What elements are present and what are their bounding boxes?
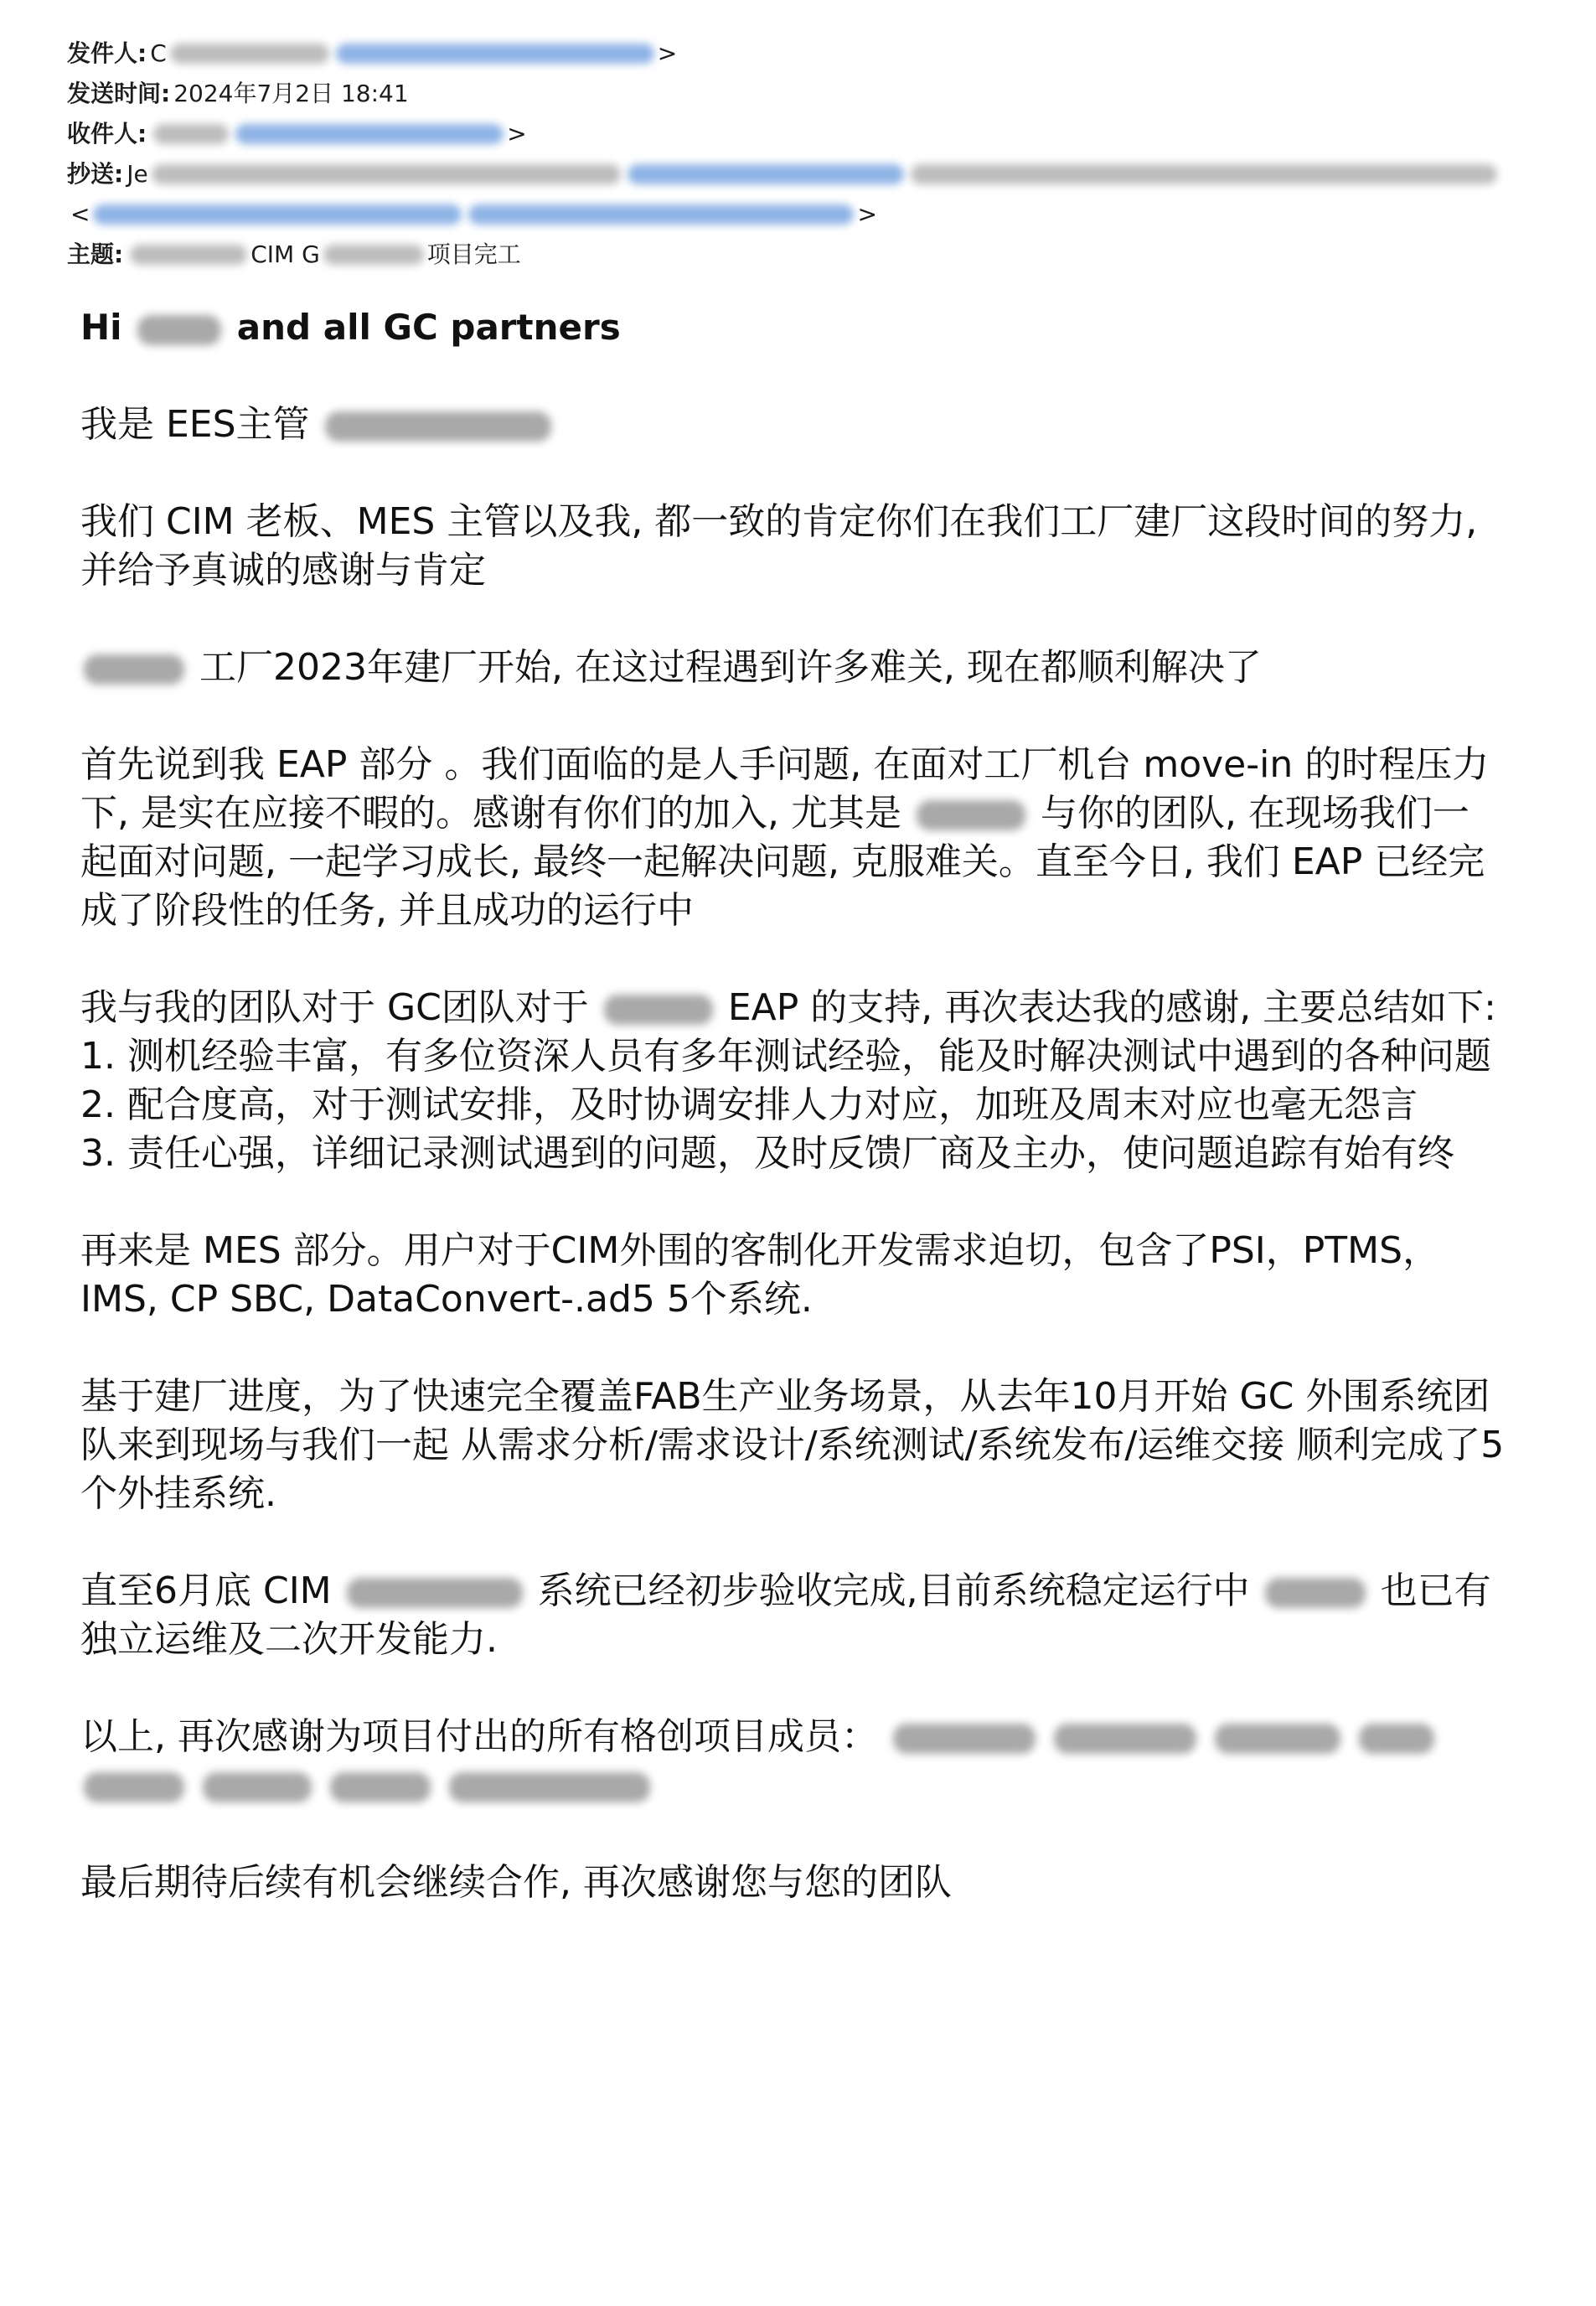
subject-middle: CIM G — [251, 240, 320, 268]
redacted-member-2 — [1054, 1724, 1196, 1754]
paragraph-progress: 基于建厂进度，为了快速完全覆盖FAB生产业务场景，从去年10月开始 GC 外围系统团队来到现场与我们一起 从需求分析/需求设计/系统测试/系统发布/运维交接 顺利完成了5个外挂系统. — [80, 1375, 1505, 1515]
paragraph-closing: 最后期待后续有机会继续合作, 再次感谢您与您的团队 — [80, 1861, 952, 1904]
redacted-member-4 — [1359, 1724, 1434, 1754]
redacted-recipient-email — [235, 124, 504, 144]
greeting — [80, 303, 1505, 352]
redacted-eap-person — [917, 800, 1025, 830]
paragraph-eap-text-b: 与你的团队, 在现场我们一起面对问题, 一起学习成长, 最终一起解决问题, 克服难关。直至今日, 我们 EAP 已经完成了阶段性的任务, 并且成功的运行中 — [80, 792, 1485, 932]
members-line-1 — [80, 1713, 1505, 1761]
redacted-manager-name — [325, 411, 551, 442]
redacted-company-name — [604, 995, 713, 1025]
redacted-factory-name — [84, 654, 184, 685]
cc-row-continued — [67, 194, 1542, 235]
paragraph-mes: 再来是 MES 部分。用户对于CIM外围的客制化开发需求迫切，包含了PSI，PTMS，IMS, CP SBC, DataConvert-.ad5 5个系统. — [80, 1229, 1440, 1321]
subject-value — [127, 235, 521, 275]
redacted-recipient-name — [153, 124, 229, 144]
to-label: 收件人: — [67, 120, 147, 147]
redacted-member-3 — [1215, 1724, 1340, 1754]
paragraph-members — [80, 1713, 1505, 1810]
email-body — [80, 303, 1505, 1907]
sent-value: 2024年7月2日 18:41 — [173, 80, 409, 107]
members-line-2 — [80, 1761, 1505, 1810]
redacted-member-5 — [84, 1772, 184, 1802]
cc-label: 抄送: — [67, 160, 124, 188]
redacted-cc-names — [152, 164, 621, 184]
subject-row — [67, 235, 1542, 275]
cc-line2-close: > — [857, 200, 877, 228]
acceptance-text-a: 直至6月底 CIM — [80, 1569, 332, 1612]
from-value-close: > — [657, 39, 678, 67]
sent-label: 发送时间: — [67, 80, 171, 107]
paragraph-eap-text-a: 首先说到我 EAP 部分 。我们面临的是人手问题, 在面对工厂机台 move-in 的时程压力下, 是实在应接不暇的。感谢有你们的加入, 尤其是 — [80, 743, 1490, 835]
cc-row — [67, 154, 1542, 194]
subject-suffix: 项目完工 — [426, 240, 521, 268]
from-value[interactable] — [150, 34, 677, 74]
to-value[interactable] — [150, 114, 526, 154]
cc-line2-open: < — [70, 200, 90, 228]
intro-text: 我是 EES主管 — [80, 403, 310, 446]
cc-name-visible: Je — [127, 160, 148, 188]
summary-intro-b: EAP 的支持, 再次表达我的感谢, 主要总结如下: — [727, 986, 1497, 1029]
redacted-member-7 — [330, 1772, 431, 1802]
summary-intro-a: 我与我的团队对于 GC团队对于 — [80, 986, 589, 1029]
redacted-system-name — [347, 1578, 523, 1608]
redacted-cc-email-2 — [93, 204, 462, 225]
email-header — [67, 34, 1542, 275]
summary-item-2: 2. 配合度高，对于测试安排，及时协调安排人力对应，加班及周末对应也毫无怨言 — [80, 1083, 1418, 1126]
acceptance-text-b: 系统已经初步验收完成,目前系统稳定运行中 — [537, 1569, 1250, 1612]
paragraph-summary — [80, 984, 1505, 1178]
greeting-hi: Hi — [80, 307, 122, 348]
redacted-sender-name — [170, 44, 329, 64]
to-value-close: > — [507, 120, 527, 147]
redacted-acceptance-detail — [1265, 1578, 1366, 1608]
summary-item-1: 1. 测机经验丰富，有多位资深人员有多年测试经验，能及时解决测试中遇到的各种问题 — [80, 1035, 1491, 1078]
subject-label: 主题: — [67, 240, 124, 268]
redacted-member-1 — [893, 1724, 1036, 1754]
from-label: 发件人: — [67, 39, 147, 67]
sent-row — [67, 74, 1542, 114]
redacted-cc-more — [911, 164, 1497, 184]
redacted-cc-email-3 — [468, 204, 854, 225]
paragraph-eap — [80, 741, 1505, 935]
redacted-sender-email — [336, 44, 654, 64]
cc-value[interactable] — [127, 154, 1500, 194]
redacted-subject-part-2 — [323, 245, 424, 265]
redacted-subject-part-1 — [130, 245, 247, 265]
from-row — [67, 34, 1542, 74]
summary-item-3: 3. 责任心强，详细记录测试遇到的问题，及时反馈厂商及主办，使问题追踪有始有终 — [80, 1132, 1454, 1175]
intro-paragraph — [80, 401, 1505, 449]
acceptance-text-c: 也已有独立运维及二次开发能力. — [80, 1569, 1491, 1661]
redacted-member-8 — [449, 1772, 650, 1802]
paragraph-acceptance — [80, 1567, 1505, 1664]
from-name-visible: C — [150, 39, 167, 67]
redacted-cc-email — [628, 164, 904, 184]
summary-intro — [80, 984, 1505, 1032]
paragraph-thanks: 我们 CIM 老板、MES 主管以及我, 都一致的肯定你们在我们工厂建厂这段时间的努力, 并给予真诚的感谢与肯定 — [80, 500, 1478, 592]
redacted-greeting-name — [137, 315, 221, 345]
greeting-rest: and all GC partners — [236, 307, 621, 348]
paragraph-factory-text: 工厂2023年建厂开始, 在这过程遇到许多难关, 现在都顺利解决了 — [199, 646, 1262, 689]
members-text: 以上, 再次感谢为项目付出的所有格创项目成员： — [80, 1715, 878, 1758]
redacted-member-6 — [203, 1772, 312, 1802]
paragraph-factory — [80, 644, 1505, 692]
to-row — [67, 114, 1542, 154]
